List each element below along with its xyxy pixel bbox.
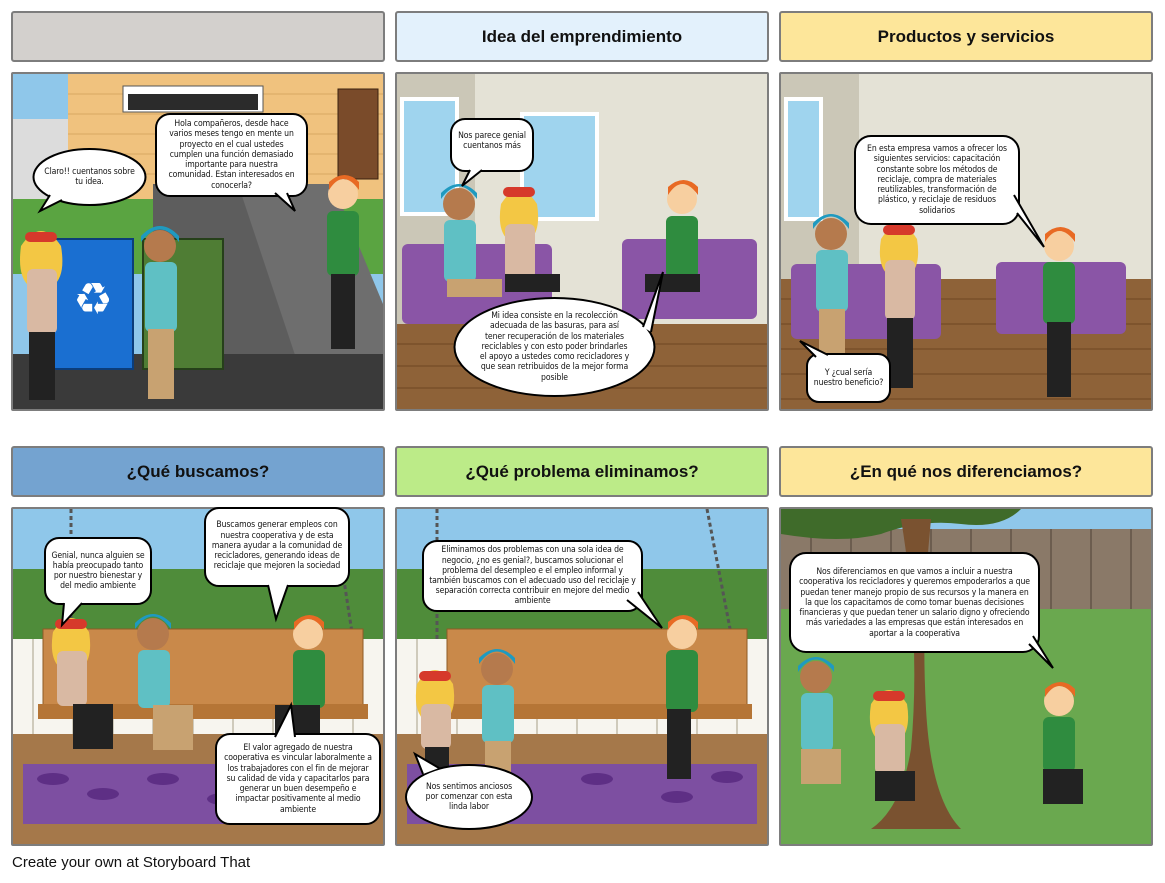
bubble-text: En esta empresa vamos a ofrecer los siguientes servicios: capacitación constante sobre los métodos de reciclaje, compra de materiales reutilizables, transformación de plástico, y reciclaje de residuos solidarios <box>867 144 1007 216</box>
bubble-text: Genial, nunca alguien se había preocupado tanto por nuestro bienestar y del medio ambiente <box>51 550 145 592</box>
speech-bubble-p1-right <box>155 113 308 197</box>
speech-bubble-p5-top <box>422 540 643 612</box>
speech-bubble-p6 <box>789 552 1040 653</box>
panel-title-2: Idea del emprendimiento <box>395 11 769 62</box>
panel-title-4: ¿Qué buscamos? <box>11 446 385 497</box>
bubble-text: Nos sentimos anciosos por comenzar con esta linda labor <box>425 781 513 813</box>
speech-bubble-p2-top <box>450 118 534 172</box>
speech-bubble-p3-top <box>854 135 1020 225</box>
panel-title-6: ¿En qué nos diferenciamos? <box>779 446 1153 497</box>
bubble-text: Buscamos generar empleos con nuestra cooperativa y de esta manera ayudar a la comunidad de recicladores, generando ideas de reciclaje que mejoren la sociedad <box>211 520 343 572</box>
speech-bubble-p1-left <box>32 148 147 208</box>
bubble-text: El valor agregado de nuestra cooperativa es vincular laboralmente a los trabajadores con el fin de mejorar su calidad de vida y capacitarlos para generar un buen desempeño e impactar positivamente al medio ambiente <box>224 743 372 815</box>
bubble-text: Y ¿cual sería nuestro beneficio? <box>813 367 884 388</box>
speech-bubble-p5-bottom <box>405 764 533 830</box>
bubble-text: Mi idea consiste en la recolección adecuada de las basuras, para así tener recuperación de los materiales reciclables y con esto poder brindarles el apoyo a ustedes como recicladores y que sean retribuidos de la mejor forma posible <box>479 311 630 383</box>
speech-bubble-p4-bottom <box>215 733 381 825</box>
speech-bubble-p2-bottom <box>453 297 656 397</box>
bubble-text: Eliminamos dos problemas con una sola idea de negocio, ¿no es genial?, buscamos solucionar el problema del desempleo e el empleo informal y también buscamos con el adecuado uso del reciclaje y separación correcta contribuir en mejore del medio ambiente <box>429 545 636 607</box>
speech-bubble-p4-left <box>44 537 152 605</box>
bubble-text: Nos diferenciamos en que vamos a incluir a nuestra cooperativa los recicladores y queremos empoderarlos a que puedan tener manejo propio de sus recursos y la manera en la que los capacitamos de como tomar buenas decisiones financieras y que puedan tener un salario digno y ofreciendo más variedades a las empresas que están interesados en aportar a la cooperativa <box>799 567 1030 639</box>
bubble-text: Claro!! cuentanos sobre tu idea. <box>44 166 135 187</box>
bubble-text: Hola compañeros, desde hace varios meses tengo en mente un proyecto en el cual ustedes cumplen una función demasiado importante para nuestra comunidad. Estan interesados en conocerla? <box>168 119 295 191</box>
speech-bubble-p4-top <box>204 507 350 587</box>
bubble-text: Nos parece genial cuentanos más <box>458 130 526 151</box>
speech-bubble-p3-bottom <box>806 353 891 403</box>
storyboard-footer-link[interactable]: Create your own at Storyboard That <box>12 854 251 871</box>
svg-text:♻: ♻ <box>73 274 113 325</box>
panel-title-5: ¿Qué problema eliminamos? <box>395 446 769 497</box>
panel-title-1 <box>11 11 385 62</box>
panel-title-3: Productos y servicios <box>779 11 1153 62</box>
